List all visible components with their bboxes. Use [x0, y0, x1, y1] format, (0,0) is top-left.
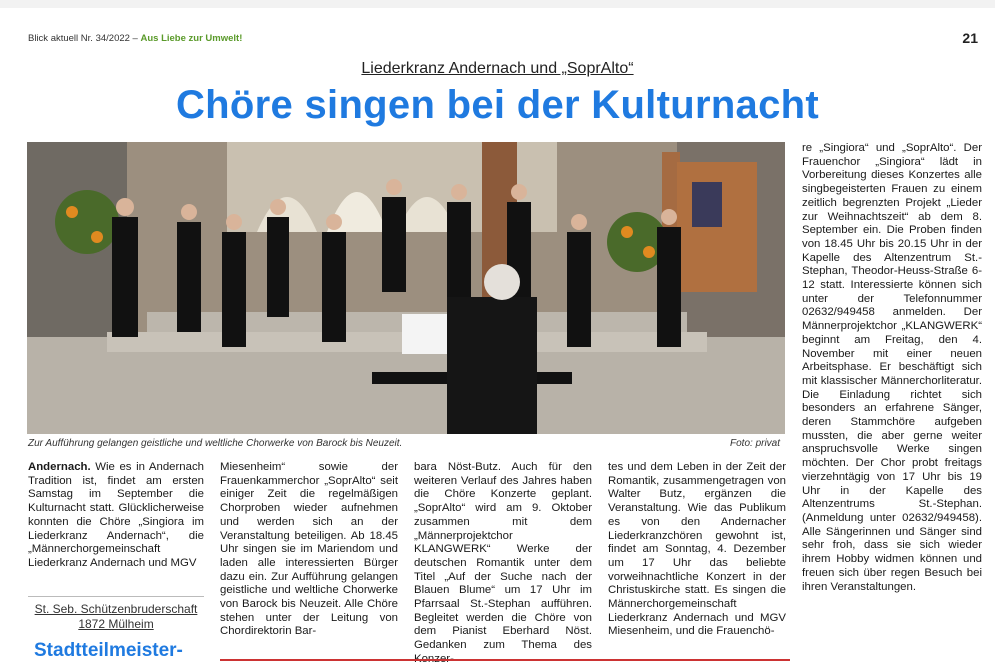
kicker-text: Liederkranz Andernach und „SoprAlto“ [361, 60, 634, 77]
sidebar-org-line-2: 1872 Mülheim [78, 617, 154, 631]
issue-label: Blick aktuell Nr. 34/2022 [28, 33, 130, 44]
article-column-5: re „Singiora“ und „SoprAlto“. Der Frauenchor „Singiora“ lädt in Vorbereitung dieses Konzertes alle singbegeisterten Frauen zu einem zeitlich begrenzten Projekt „Lieder zur Weihnachtszeit“ ab dem 8. September ein. Die Proben finden von 18.45 Uhr bis 20.15 Uhr in der Kapelle des Altenzentrum St.-Stephan, Theodor-Heuss-Straße 6-12 statt. Interessierte können sich unter der Telefonnummer 02632/949458 anmelden. Der Männerprojektchor „KLANGWERK“ beginnt am Freitag, den 4. November mit einer neuen Arbeitsphase. Er beschäftigt sich mit klassischer Männerchorliteratur. Die Einladung richtet sich besonders an erfahrene Sänger, deren Stammchöre aufgeben mussten, die aber gerne weiter anspruchsvolle Werke singen möchten. Der Chor probt freitags vierzehntägig von 17 Uhr bis 19 Uhr in der Kapelle des Altenzentrums St.-Stephan. (Anmeldung unter 02632/949458). Alle Sängerinnen und Sänger sind sehr froh, dass sie sich wieder ihrem Hobby widmen können und freuen sich über regen Besuch bei ihren Veranstaltungen. [802, 142, 982, 593]
choir-photo [27, 142, 785, 434]
choir-photo-illustration [27, 142, 785, 434]
page-number: 21 [962, 30, 978, 46]
dateline: Andernach. [28, 461, 91, 473]
slogan: Aus Liebe zur Umwelt! [140, 33, 243, 44]
column-1-text: Wie es in Andernach Tradition ist, findet am ersten Samstag im September die Kulturnacht statt. Glücklicherweise konnten die Chöre „Singiora im Liederkranz Andernach“, die „Männerchorgemeinschaft Liederkranz Andernach und MGV [28, 461, 204, 569]
sidebar-org-line-1: St. Seb. Schützenbruderschaft [34, 602, 198, 616]
photo-credit: Foto: privat [730, 438, 781, 449]
header-separator: – [129, 33, 141, 44]
article-headline: Chöre singen bei der Kulturnacht [176, 83, 819, 127]
article-column-2: Miesenheim“ sowie der Frauenkammerchor „SoprAlto“ seit einiger Zeit die regelmäßigen Chorproben wieder aufnehmen und werden sich an der Veranstaltung beteiligen. Ab 18.45 Uhr singen sie im Mariendom und laden alle interessierten Bürger dazu ein. Zur Aufführung gelangen geistliche und weltliche Chorwerke von Barock bis Neuzeit. Alle Chöre stehen unter der Leitung von Chordirektorin Bar- [220, 461, 398, 638]
article-column-4: tes und dem Leben in der Zeit der Romantik, zusammengetragen von Walter Butz, ergänzen die Veranstaltung. Wie das Publikum es von den Andernacher Liederkranzchören gewohnt ist, findet am Sonntag, 4. Dezember um 17 Uhr das beliebte vorweihnachtliche Konzert in der Christuskirche statt. Es singen die Männerchorgemeinschaft Liederkranz Andernach und MGV Miesenheim, und die Frauenchö- [608, 461, 786, 638]
page-header [28, 33, 242, 44]
bottom-rule [220, 659, 790, 661]
article-column-1 [28, 461, 204, 571]
sidebar-organization [28, 602, 204, 632]
photo-caption: Zur Aufführung gelangen geistliche und weltliche Chorwerke von Barock bis Neuzeit. [28, 438, 403, 449]
article-kicker [0, 60, 995, 78]
sidebar-headline: Stadtteilmeister- [34, 640, 183, 661]
top-strip [0, 0, 995, 8]
sidebar-divider [28, 596, 204, 597]
article-column-3: bara Nöst-Butz. Auch für den weiteren Verlauf des Jahres haben die Chöre Konzerte geplant. „SoprAlto“ wird am 9. Oktober zusammen mit dem „Männerprojektchor KLANGWERK“ Werke der deutschen Romantik unter dem Titel „Auf der Suche nach der Blauen Blume“ um 17 Uhr im Pfarrsaal St.-Stephan aufführen. Begleitet werden die Chöre von dem Pianist Eberhard Nöst. Gedanken zum Thema des [414, 461, 592, 652]
